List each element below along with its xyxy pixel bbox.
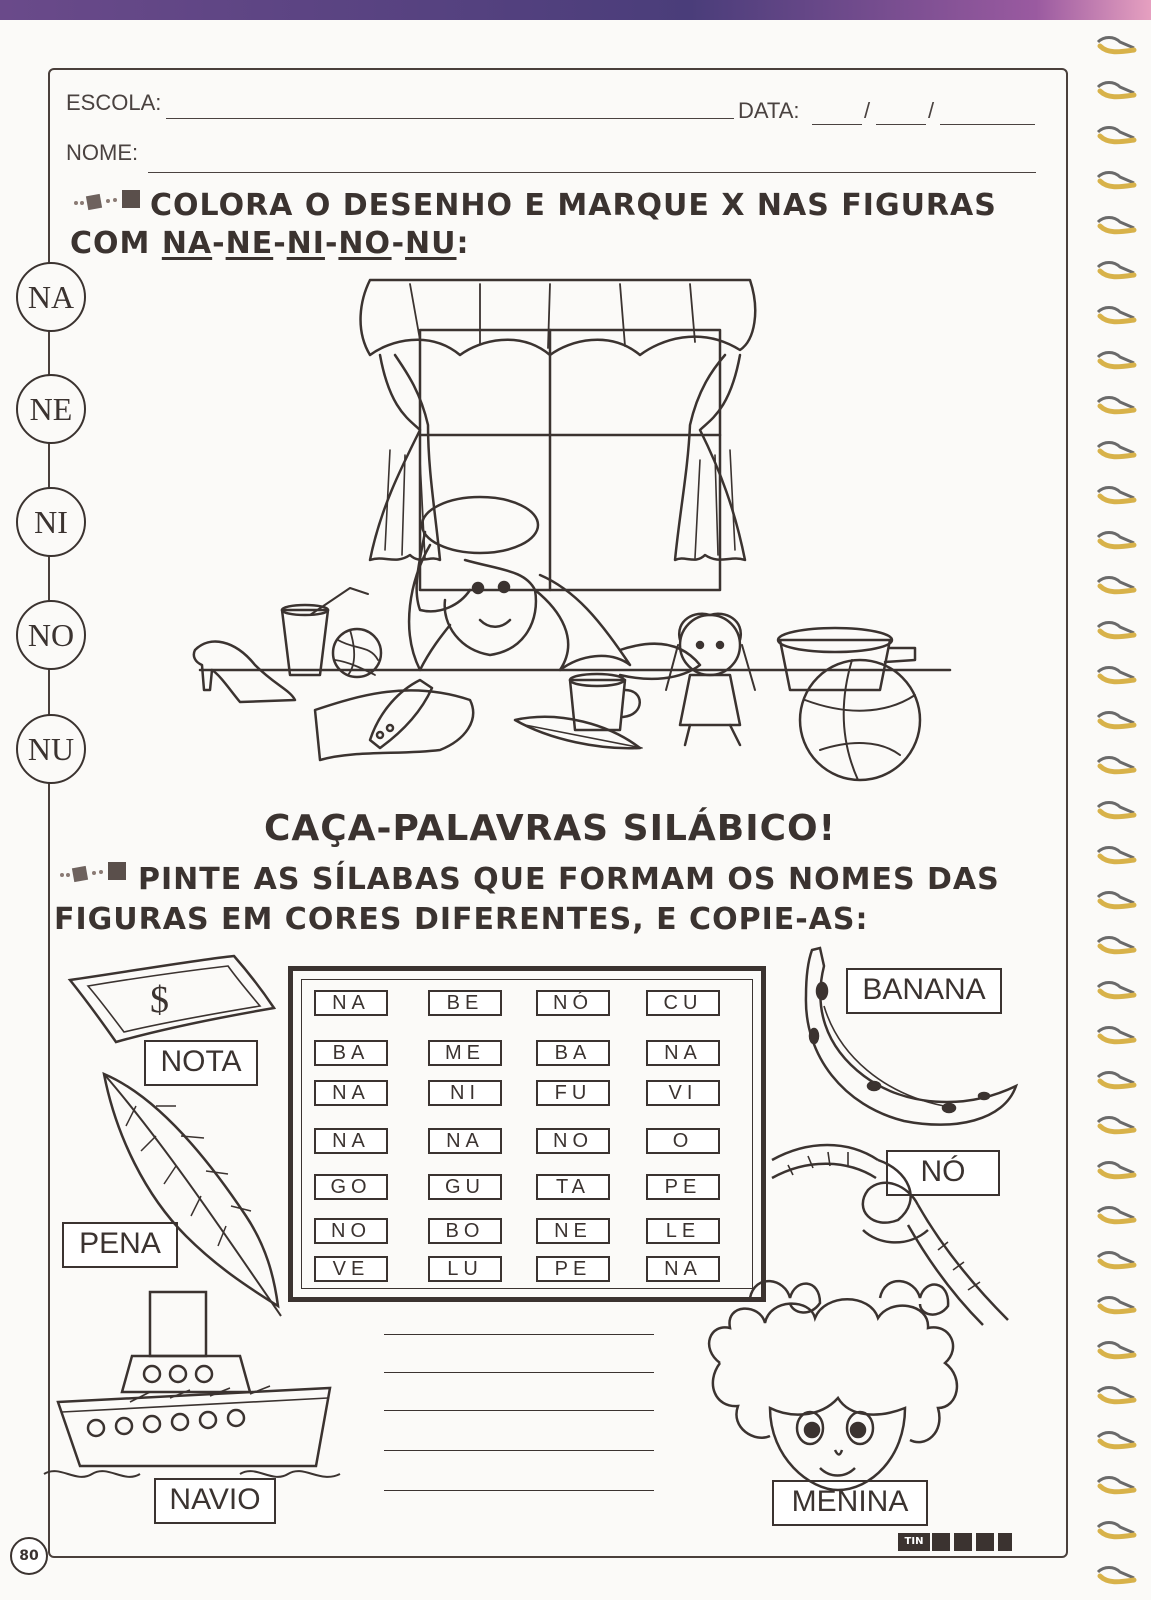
grid-cell[interactable]: PE (536, 1256, 610, 1282)
spiral-coil-icon (1096, 1249, 1128, 1269)
grid-cell[interactable]: NA (314, 1080, 388, 1106)
top-color-band (0, 0, 1151, 20)
grid-cell[interactable]: NÓ (536, 990, 610, 1016)
spiral-coil-icon (1096, 304, 1128, 324)
side-syllable-ni: NI (16, 487, 86, 557)
grid-cell[interactable]: GU (428, 1174, 502, 1200)
school-field[interactable] (166, 118, 734, 119)
spiral-coil-icon (1096, 754, 1128, 774)
side-syllable-ne: NE (16, 374, 86, 444)
spiral-coil-icon (1096, 124, 1128, 144)
label-menina: MENINA (772, 1480, 928, 1526)
writing-line[interactable] (384, 1334, 654, 1335)
spiral-coil-icon (1096, 1159, 1128, 1179)
side-syllable-na: NA (16, 262, 86, 332)
footer-brand-logo: TIN (898, 1533, 930, 1551)
spiral-coil-icon (1096, 979, 1128, 999)
room-scene-illustration (180, 270, 950, 780)
spiral-coil-icon (1096, 79, 1128, 99)
spiral-coil-icon (1096, 169, 1128, 189)
spiral-coil-icon (1096, 34, 1128, 54)
spiral-coil-icon (1096, 1294, 1128, 1314)
spiral-coil-icon (1096, 1564, 1128, 1584)
bullet-squares-icon (56, 858, 134, 884)
date-separator: / (928, 98, 935, 123)
spiral-coil-icon (1096, 934, 1128, 954)
page-number: 80 (10, 1537, 48, 1575)
date-month-field[interactable] (876, 124, 926, 125)
spiral-coil-icon (1096, 1474, 1128, 1494)
grid-cell[interactable]: ME (428, 1040, 502, 1066)
date-separator: / (864, 98, 871, 123)
bullet-squares-icon (70, 186, 148, 212)
grid-cell[interactable]: NA (314, 1128, 388, 1154)
spiral-coil-icon (1096, 259, 1128, 279)
grid-cell[interactable]: NA (428, 1128, 502, 1154)
spiral-coil-icon (1096, 1339, 1128, 1359)
dollar-sign: $ (150, 979, 169, 1021)
grid-cell[interactable]: NI (428, 1080, 502, 1106)
grid-cell[interactable]: VE (314, 1256, 388, 1282)
banana-icon (784, 946, 1024, 1136)
date-day-field[interactable] (812, 124, 862, 125)
school-label: ESCOLA: (66, 90, 162, 115)
grid-cell[interactable]: BA (536, 1040, 610, 1066)
activity2-line1: PINTE AS SÍLABAS QUE FORMAM OS NOMES DAS (138, 862, 1000, 897)
spiral-coil-icon (1096, 889, 1128, 909)
activity1-line2: COM NA-NE-NI-NO-NU: (70, 226, 470, 261)
grid-cell[interactable]: O (646, 1128, 720, 1154)
writing-line[interactable] (384, 1372, 654, 1373)
grid-cell[interactable]: LE (646, 1218, 720, 1244)
money-bill-icon (66, 950, 286, 1050)
grid-cell[interactable]: GO (314, 1174, 388, 1200)
label-no: NÓ (886, 1150, 1000, 1196)
writing-line[interactable] (384, 1490, 654, 1491)
spiral-coil-icon (1096, 1114, 1128, 1134)
label-banana: BANANA (846, 968, 1002, 1014)
spiral-coil-icon (1096, 484, 1128, 504)
grid-cell[interactable]: VI (646, 1080, 720, 1106)
spiral-coil-icon (1096, 664, 1128, 684)
grid-cell[interactable]: FU (536, 1080, 610, 1106)
side-syllable-no: NO (16, 600, 86, 670)
spiral-coil-icon (1096, 1519, 1128, 1539)
writing-line[interactable] (384, 1410, 654, 1411)
spiral-coil-icon (1096, 1024, 1128, 1044)
label-navio: NAVIO (154, 1478, 276, 1524)
spiral-coil-icon (1096, 709, 1128, 729)
grid-cell[interactable]: BA (314, 1040, 388, 1066)
date-label: DATA: (738, 98, 800, 123)
side-syllable-nu: NU (16, 714, 86, 784)
grid-cell[interactable]: TA (536, 1174, 610, 1200)
feather-icon (96, 1066, 296, 1326)
grid-cell[interactable]: PE (646, 1174, 720, 1200)
spiral-coil-icon (1096, 619, 1128, 639)
grid-cell[interactable]: LU (428, 1256, 502, 1282)
spiral-coil-icon (1096, 1429, 1128, 1449)
spiral-coil-icon (1096, 1069, 1128, 1089)
page-title: CAÇA-PALAVRAS SILÁBICO! (263, 808, 837, 849)
spiral-coil-icon (1096, 439, 1128, 459)
girl-face-icon (700, 1268, 970, 1498)
spiral-coil-icon (1096, 799, 1128, 819)
grid-cell[interactable]: NA (646, 1040, 720, 1066)
label-nota: NOTA (144, 1040, 258, 1086)
writing-line[interactable] (384, 1450, 654, 1451)
spiral-coil-icon (1096, 574, 1128, 594)
grid-cell[interactable]: NA (314, 990, 388, 1016)
grid-cell[interactable]: NO (314, 1218, 388, 1244)
grid-cell[interactable]: NA (646, 1256, 720, 1282)
spiral-coil-icon (1096, 394, 1128, 414)
ship-icon (40, 1288, 370, 1488)
grid-cell[interactable]: NE (536, 1218, 610, 1244)
name-field[interactable] (148, 172, 1036, 173)
spiral-coil-icon (1096, 529, 1128, 549)
activity1-line1: COLORA O DESENHO E MARQUE X NAS FIGURAS (150, 188, 997, 223)
spiral-coil-icon (1096, 214, 1128, 234)
grid-cell[interactable]: BO (428, 1218, 502, 1244)
name-label: NOME: (66, 140, 139, 165)
grid-cell[interactable]: CU (646, 990, 720, 1016)
spiral-coil-icon (1096, 844, 1128, 864)
footer-brand-blocks (932, 1533, 1012, 1551)
date-year-field[interactable] (940, 124, 1035, 125)
activity2-line2: FIGURAS EM CORES DIFERENTES, E COPIE-AS: (54, 902, 869, 937)
grid-cell[interactable]: BE (428, 990, 502, 1016)
spiral-coil-icon (1096, 1204, 1128, 1224)
spiral-coil-icon (1096, 349, 1128, 369)
spiral-coil-icon (1096, 1384, 1128, 1404)
label-pena: PENA (62, 1222, 178, 1268)
grid-cell[interactable]: NO (536, 1128, 610, 1154)
